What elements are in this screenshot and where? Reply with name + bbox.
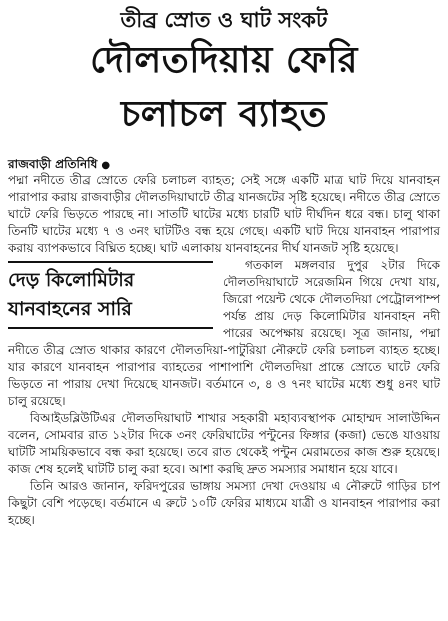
headline-line-2: চলাচল ব্যাহত <box>120 94 328 135</box>
pull-quote <box>8 261 213 329</box>
article-kicker: তীব্র স্রোত ও ঘাট সংকট <box>120 8 328 32</box>
byline-bullet: ● <box>101 160 111 171</box>
article-body <box>0 172 448 529</box>
pull-quote-line-2: যানবাহনের সারি <box>8 298 132 320</box>
headline-line-1: দৌলতদিয়ায় ফেরি <box>90 40 358 81</box>
byline <box>8 156 448 172</box>
pull-quote-line-1: দেড় কিলোমিটার <box>8 269 135 291</box>
paragraph-1: পদ্মা নদীতে তীব্র স্রোতে ফেরি চলাচল ব্যাহত; সেই সঙ্গে একটি মাত্র ঘাট দিয়ে যানবাহন পারাপার করায় রাজবাড়ীর দৌলতদিয়াঘাটে তীব্র যানজটের সৃষ্টি হয়েছে। নদীতে তীব্র স্রোতে ঘাটে ফেরি ভিড়তে পারছে না। সাতটি ঘাটের মধ্যে চারটি ঘাট দীর্ঘদিন ধরে বন্ধ। চালু থাকা তিনটি ঘাটের মধ্যে ৭ ও ৩নং ঘাটটিও বন্ধ হয়ে গেছে। একটি ঘাট দিয়ে যানবাহন পারাপার করায় ব্যাপকভাবে বিঘ্নিত হচ্ছে। ঘাট এলাকায় যানবাহনের দীর্ঘ যানজট সৃষ্টি হয়েছে। <box>8 173 440 255</box>
paragraph-2: গতকাল মঙ্গলবার দুপুর ২টার দিকে দৌলতদিয়াঘাটে সরেজমিন গিয়ে দেখা যায়, জিরো পয়েন্ট থেকে দৌলতদিয়া পেট্রোলপাম্প পর্যন্ত প্রায় দেড় কিলোমিটার যানবাহন নদী পারের অপেক্ষায় রয়েছে। সূত্র জানায়, পদ্মা নদীতে তীব্র স্রোত থাকার কারণে দৌলতদিয়া-পাটুরিয়া নৌরুটে ফেরি চলাচল ব্যাহত হচ্ছে। যার কারণে যানবাহন পারাপার ব্যাহতের পাশাপাশি দৌলতদিয়া প্রান্তে স্রোতে ঘাটে ফেরি ভিড়তে না পারায় দেখা দিয়েছে যানজট। বর্তমানে ৩, ৪ ও ৭নং ঘাটের মধ্যে শুধু ৪নং ঘাট চালু রয়েছে। <box>8 258 440 408</box>
byline-text: রাজবাড়ী প্রতিনিধি <box>8 157 98 171</box>
newspaper-clipping <box>0 6 448 621</box>
article-headline <box>0 34 448 142</box>
paragraph-3: বিআইডব্লিউটিএর দৌলতদিয়াঘাট শাখার সহকারী মহাব্যবস্থাপক মোহাম্মদ সালাউদ্দিন বলেন, সোমবার রাত ১২টার দিকে ৩নং ফেরিঘাটের পন্টুনের ফিঙ্গার (কজা) ভেঙে যাওয়ায় ঘাটটি সাময়িকভাবে বন্ধ করা হয়েছে। তবে রাত থেকেই পন্টুন মেরামতের কাজ শুরু হয়েছে। কাজ শেষ হলেই ঘাটটি চালু করা হবে। আশা করছি দ্রুত সমস্যার সমাধান হয়ে যাবে। <box>8 411 440 476</box>
paragraph-4: তিনি আরও জানান, ফরিদপুরের ভাঙ্গায় সমস্যা দেখা দেওয়ায় এ নৌরুটে গাড়ির চাপ কিছুটা বেশি পড়েছে। বর্তমানে এ রুটে ১০টি ফেরির মাধ্যমে যাত্রী ও যানবাহন পারাপার করা হচ্ছে। <box>8 479 440 527</box>
